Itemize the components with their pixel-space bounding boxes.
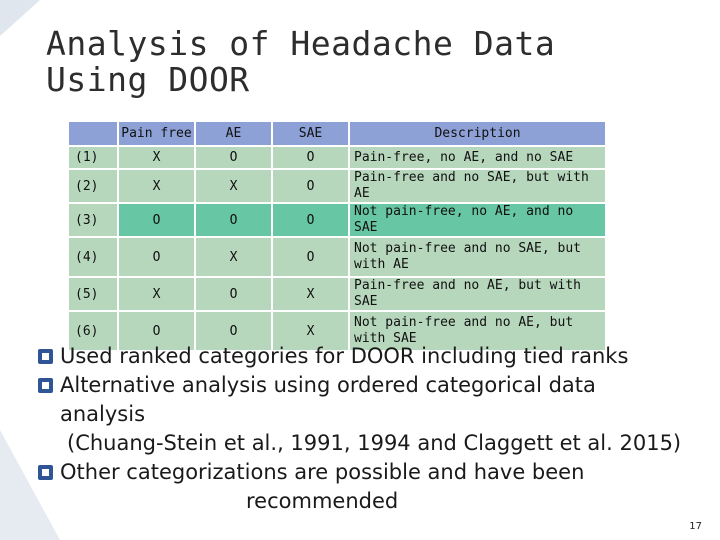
header-sae: SAE <box>272 121 349 146</box>
cell-description: Pain-free, no AE, and no SAE <box>349 146 606 169</box>
cell-ae: O <box>195 311 272 351</box>
cell-ae: X <box>195 237 272 277</box>
bullet-text: Other categorizations are possible and have been <box>60 460 585 484</box>
bullet-text: Used ranked categories for DOOR including tied ranks <box>60 344 629 368</box>
cell-sae: O <box>272 169 349 203</box>
corner-decoration-top <box>0 0 40 36</box>
row-label: (4) <box>68 237 118 277</box>
cell-description: Pain-free and no SAE, but with AE <box>349 169 606 203</box>
row-label: (5) <box>68 277 118 311</box>
cell-sae: O <box>272 237 349 277</box>
cell-pain-free: X <box>118 277 195 311</box>
table-row <box>68 203 606 237</box>
slide-title: Analysis of Headache Data Using DOOR <box>46 24 556 99</box>
bullet-citation: (Chuang-Stein et al., 1991, 1994 and Claggett et al. 2015) <box>67 431 682 455</box>
cell-pain-free: O <box>118 311 195 351</box>
bullet-item <box>38 458 718 487</box>
cell-description: Not pain-free and no AE, but with SAE <box>349 311 606 351</box>
cell-ae: O <box>195 277 272 311</box>
cell-description: Not pain-free, no AE, and no SAE <box>349 203 606 237</box>
cell-sae: X <box>272 311 349 351</box>
bullet-continuation: analysis <box>60 402 146 426</box>
cell-ae: O <box>195 203 272 237</box>
row-label: (2) <box>68 169 118 203</box>
checkbox-bullet-icon <box>38 378 53 393</box>
row-label: (3) <box>68 203 118 237</box>
cell-sae: O <box>272 146 349 169</box>
cell-ae: O <box>195 146 272 169</box>
table-row <box>68 277 606 311</box>
checkbox-bullet-icon <box>38 349 53 364</box>
header-pain-free: Pain free <box>118 121 195 146</box>
header-ae: AE <box>195 121 272 146</box>
cell-sae: O <box>272 203 349 237</box>
cell-pain-free: X <box>118 169 195 203</box>
table-row <box>68 146 606 169</box>
table-row <box>68 237 606 277</box>
cell-description: Not pain-free and no SAE, but with AE <box>349 237 606 277</box>
cell-pain-free: X <box>118 146 195 169</box>
page-number: 17 <box>689 521 702 532</box>
bullet-continuation: recommended <box>246 489 399 513</box>
door-categories-table <box>67 120 607 352</box>
cell-ae: X <box>195 169 272 203</box>
header-blank <box>68 121 118 146</box>
checkbox-bullet-icon <box>38 465 53 480</box>
bullet-text: Alternative analysis using ordered categorical data <box>60 373 596 397</box>
row-label: (6) <box>68 311 118 351</box>
bullet-item <box>38 371 718 400</box>
cell-sae: X <box>272 277 349 311</box>
cell-pain-free: O <box>118 237 195 277</box>
table-header-row <box>68 121 606 146</box>
cell-description: Pain-free and no AE, but with SAE <box>349 277 606 311</box>
cell-pain-free: O <box>118 203 195 237</box>
row-label: (1) <box>68 146 118 169</box>
bullet-list <box>38 342 718 516</box>
bullet-item <box>38 342 718 371</box>
table-row <box>68 169 606 203</box>
header-description: Description <box>349 121 606 146</box>
